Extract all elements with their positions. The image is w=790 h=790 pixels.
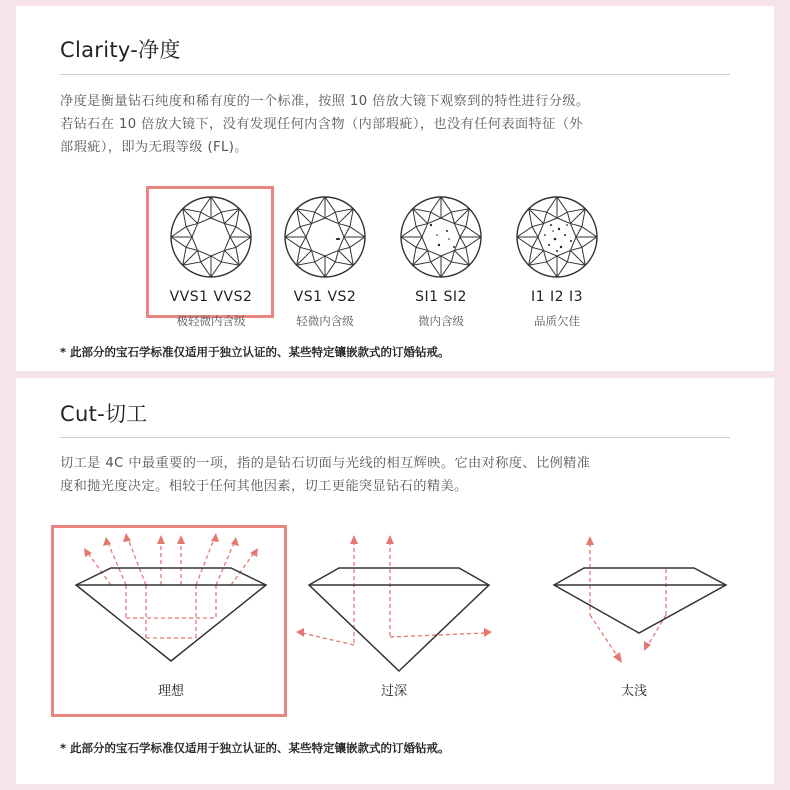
diamond-side-view-icon	[534, 533, 734, 673]
inclusion-mark	[558, 228, 560, 230]
inclusion-mark	[552, 230, 554, 232]
clarity-card	[16, 6, 774, 371]
clarity-desc-line-1: 净度是衡量钻石纯度和稀有度的一个标准，按照 10 倍放大镜下观察到的特性进行分级。	[60, 94, 590, 109]
diamond-side-view-icon	[66, 533, 276, 663]
inclusion-mark	[544, 234, 546, 236]
inclusion-mark	[430, 224, 432, 226]
cut-desc-line-2: 度和抛光度决定。相较于任何其他因素，切工更能突显钻石的精美。	[60, 479, 468, 494]
inclusion-mark	[446, 230, 448, 232]
clarity-divider	[60, 74, 730, 75]
cut-card	[16, 378, 774, 784]
clarity-footnote: * 此部分的宝石学标准仅适用于独立认证的、某些特定镶嵌款式的订婚钻戒。	[60, 345, 450, 359]
inclusion-mark	[564, 234, 566, 236]
cut-label-too-deep: 过深	[380, 684, 407, 699]
grade-si	[380, 195, 502, 329]
grade-vs-desc: 轻微内含级	[296, 314, 354, 328]
diamond-top-view-icon	[399, 195, 483, 279]
cut-desc-line-1: 切工是 4C 中最重要的一项，指的是钻石切面与光线的相互辉映。它由对称度、比例精准	[60, 456, 591, 471]
diamond-side-view-icon	[294, 533, 494, 673]
cut-footnote: * 此部分的宝石学标准仅适用于独立认证的、某些特定镶嵌款式的订婚钻戒。	[60, 741, 450, 755]
inclusion-mark	[570, 240, 572, 242]
cut-label-too-shallow: 太浅	[620, 684, 647, 699]
inclusion-mark	[436, 234, 438, 236]
grade-vs	[264, 195, 386, 329]
grade-vvs-name: VVS1 VVS2	[169, 289, 253, 305]
grade-i	[496, 195, 618, 329]
inclusion-mark	[560, 246, 562, 248]
clarity-description	[60, 90, 740, 159]
cut-divider	[60, 437, 730, 438]
clarity-desc-line-3: 部瑕疵），即为无瑕等级 (FL)。	[60, 140, 248, 155]
grade-vs-name: VS1 VS2	[293, 289, 357, 305]
diamond-top-view-icon	[283, 195, 367, 279]
inclusion-mark	[548, 244, 550, 246]
grade-i-name: I1 I2 I3	[530, 289, 583, 305]
inclusion-mark	[453, 246, 455, 248]
diamond-top-view-icon	[169, 195, 253, 279]
cut-label-ideal: 理想	[157, 684, 184, 699]
inclusion-mark	[336, 238, 340, 240]
grade-si-name: SI1 SI2	[415, 289, 467, 305]
grade-si-desc: 微内含级	[418, 314, 464, 328]
grade-vvs-desc: 极轻微内含级	[176, 314, 246, 328]
clarity-title: Clarity-净度	[60, 38, 181, 62]
inclusion-mark	[448, 238, 450, 240]
inclusion-mark	[550, 224, 552, 226]
grade-vvs	[150, 195, 272, 329]
inclusion-mark	[554, 238, 557, 241]
inclusion-mark	[566, 224, 568, 226]
inclusion-mark	[556, 250, 558, 252]
grade-i-desc: 品质欠佳	[534, 314, 580, 328]
inclusion-mark	[438, 244, 440, 246]
cut-title: Cut-切工	[60, 402, 148, 426]
diamond-top-view-icon	[515, 195, 599, 279]
cut-description	[60, 452, 740, 498]
clarity-desc-line-2: 若钻石在 10 倍放大镜下，没有发现任何内含物（内部瑕疵），也没有任何表面特征（外	[60, 117, 583, 132]
